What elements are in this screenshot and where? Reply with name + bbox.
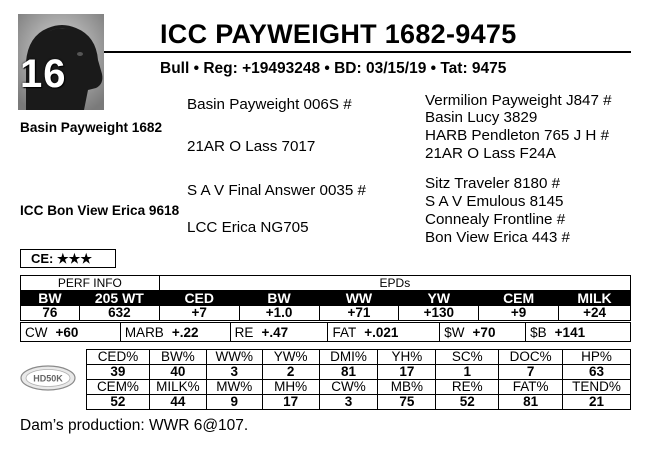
stat-fat-value: +.021 [364,324,399,340]
stat-w-index-value: +70 [472,324,496,340]
ce-stars: ★★★ [57,251,92,266]
stat-b-index-value: +141 [554,324,586,340]
pct-tend-header: TEND% [563,380,631,395]
pedigree-dam-sire: S A V Final Answer 0035 # [187,182,366,199]
pct-cw-value: 3 [319,395,378,410]
perf-bw-header: BW [21,291,80,306]
epds-header: EPDs [159,276,630,291]
pct-mb-value: 75 [378,395,436,410]
pct-mb-header: MB% [378,380,436,395]
pedigree-dam-dam-sire: Connealy Frontline # [425,211,566,228]
pedigree-dam-sire-sire: Sitz Traveler 8180 # [425,175,561,192]
pct-mh-value: 17 [262,395,319,410]
stat-marb: MARB +.22 [120,323,230,342]
stat-cw-value: +60 [55,324,79,340]
epd-bw-header: BW [239,291,319,306]
pedigree-sire-sire-dam: Basin Lucy 3829 [425,109,538,126]
epd-table [20,275,631,321]
epd-yw-header: YW [399,291,479,306]
pct-milk-value: 44 [149,395,206,410]
epd-milk-value: +24 [559,306,631,321]
pct-dmi-value: 81 [319,365,378,380]
perf-205wt-value: 632 [79,306,159,321]
pct-dmi-header: DMI% [319,350,378,365]
pct-doc-header: DOC% [499,350,563,365]
pct-bw-header: BW% [149,350,206,365]
percentile-table [86,349,631,410]
pct-yw-value: 2 [262,365,319,380]
pct-fat-value: 81 [499,395,563,410]
perf-bw-value: 76 [21,306,80,321]
pct-doc-value: 7 [499,365,563,380]
pct-cem-value: 52 [87,395,150,410]
stat-re: RE +.47 [230,323,328,342]
perf-205wt-header: 205 WT [79,291,159,306]
epd-yw-value: +130 [399,306,479,321]
pedigree-sire-dam-sire: HARB Pendleton 765 J H # [425,127,610,144]
pedigree-sire-sire: Basin Payweight 006S # [187,96,352,113]
pedigree-dam-sire-dam: S A V Emulous 8145 [425,193,564,210]
pct-cw-header: CW% [319,380,378,395]
epd-ww-header: WW [319,291,399,306]
pct-ww-header: WW% [206,350,262,365]
dam-production: Dam’s production: WWR 6@107. [20,417,249,434]
pct-ww-value: 3 [206,365,262,380]
pedigree-dam-dam: LCC Erica NG705 [187,219,309,236]
pedigree-sire-sire-sire: Vermilion Payweight J847 # [425,92,612,109]
title-divider [104,51,631,53]
epd-ced-value: +7 [159,306,239,321]
pct-cem-header: CEM% [87,380,150,395]
pct-ced-value: 39 [87,365,150,380]
ce-label: CE: [31,251,54,266]
perf-info-header: PERF INFO [21,276,160,291]
pct-mw-header: MW% [206,380,262,395]
pct-hp-value: 63 [563,365,631,380]
hd50k-text: HD50K [33,373,63,384]
calving-ease-box [20,249,116,268]
stat-cw: CW +60 [21,323,121,342]
pct-yh-value: 17 [378,365,436,380]
pct-mh-header: MH% [262,380,319,395]
pct-yw-header: YW% [262,350,319,365]
pct-re-header: RE% [436,380,499,395]
pct-mw-value: 9 [206,395,262,410]
stat-re-value: +.47 [261,324,289,340]
stat-b-index: $B +141 [526,323,631,342]
epd-bw-value: +1.0 [239,306,319,321]
epd-ced-header: CED [159,291,239,306]
epd-cem-header: CEM [479,291,559,306]
epd-cem-value: +9 [479,306,559,321]
pedigree-sire-dam: 21AR O Lass 7017 [187,138,316,155]
pct-re-value: 52 [436,395,499,410]
registration-info: Bull • Reg: +19493248 • BD: 03/15/19 • Tat: 9475 [160,60,507,77]
pct-sc-header: SC% [436,350,499,365]
pct-yh-header: YH% [378,350,436,365]
pedigree-sire-dam-dam: 21AR O Lass F24A [425,145,556,162]
epd-ww-value: +71 [319,306,399,321]
pct-fat-header: FAT% [499,380,563,395]
pedigree-sire: Basin Payweight 1682 [20,120,163,135]
pct-sc-value: 1 [436,365,499,380]
epd-milk-header: MILK [559,291,631,306]
pct-hp-header: HP% [563,350,631,365]
hd50k-logo [20,365,76,391]
pct-tend-value: 21 [563,395,631,410]
stat-fat: FAT +.021 [328,323,440,342]
carcass-index-row [20,322,631,342]
pct-milk-header: MILK% [149,380,206,395]
lot-number: 16 [20,52,67,96]
pedigree-dam-dam-dam: Bon View Erica 443 # [425,229,570,246]
page-title: ICC PAYWEIGHT 1682-9475 [160,19,517,49]
pct-bw-value: 40 [149,365,206,380]
stat-w-index: $W +70 [440,323,526,342]
hd50k-badge-icon [20,365,76,391]
pedigree-dam: ICC Bon View Erica 9618 [20,203,180,218]
pct-ced-header: CED% [87,350,150,365]
stat-marb-value: +.22 [171,324,199,340]
